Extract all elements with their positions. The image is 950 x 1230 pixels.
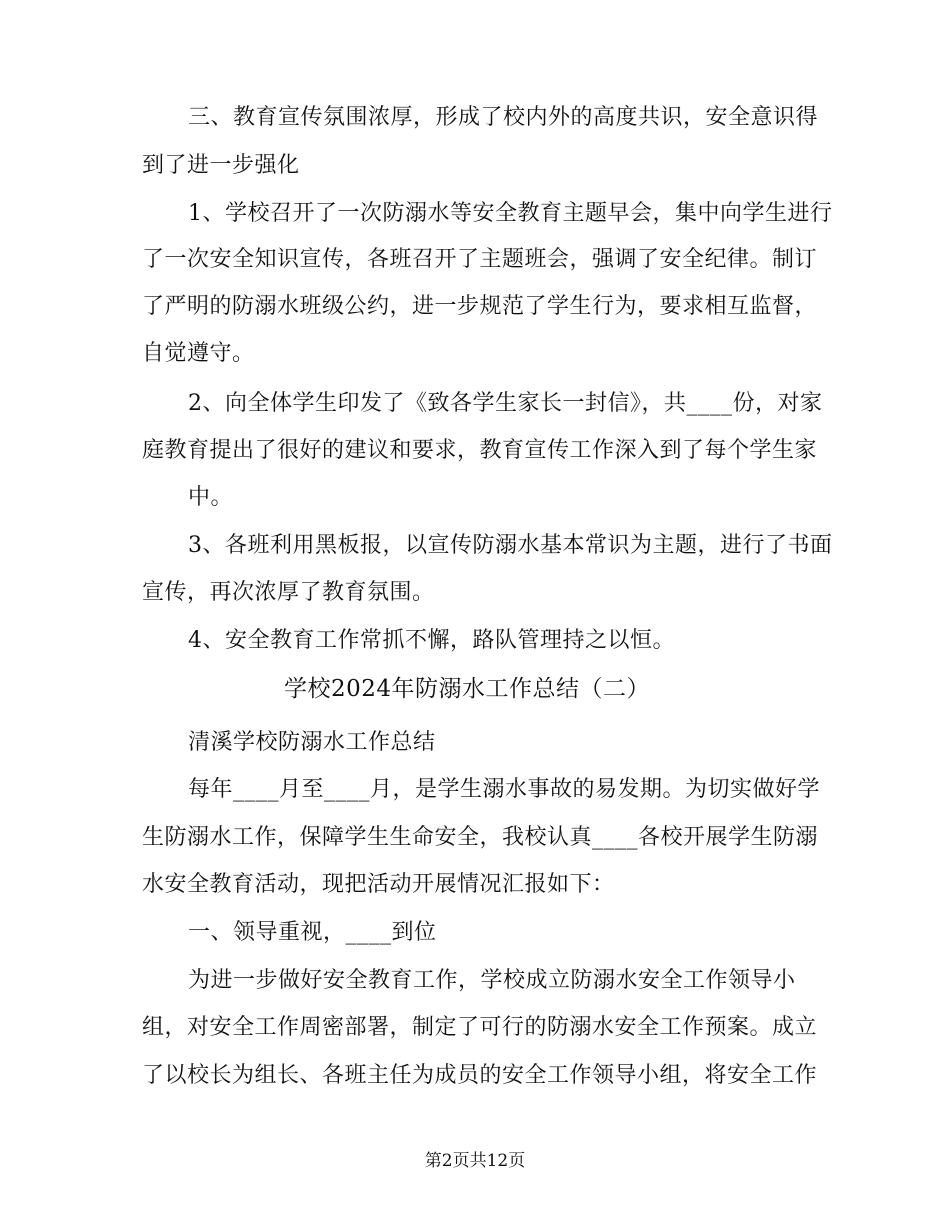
- section-heading-line-1: 三、教育宣传氛围浓厚，形成了校内外的高度共识，安全意识得: [188, 105, 819, 130]
- item1-line-4: 自觉遵守。: [142, 341, 255, 366]
- part1-line-2: 组，对安全工作周密部署，制定了可行的防溺水安全工作预案。成立: [142, 1015, 818, 1040]
- item2-line-3: 中。: [188, 485, 234, 510]
- item3-line-1: 3、各班利用黑板报，以宣传防溺水基本常识为主题，进行了书面: [188, 533, 833, 558]
- part1-heading: 一、领导重视，____到位: [188, 920, 437, 945]
- item1-line-1: 1、学校召开了一次防溺水等安全教育主题早会，集中向学生进行: [188, 201, 833, 226]
- part1-line-1: 为进一步做好安全教育工作，学校成立防溺水安全工作领导小: [188, 968, 796, 993]
- item3-line-2: 宣传，再次浓厚了教育氛围。: [142, 580, 435, 605]
- section-title: 学校2024年防溺水工作总结（二）: [284, 676, 651, 702]
- subtitle: 清溪学校防溺水工作总结: [188, 730, 436, 755]
- item2-line-2: 庭教育提出了很好的建议和要求，教育宣传工作深入到了每个学生家: [142, 438, 818, 463]
- intro-line-1: 每年____月至____月，是学生溺水事故的易发期。为切实做好学: [188, 777, 821, 802]
- item2-line-1: 2、向全体学生印发了《致各学生家长一封信》，共____份，对家: [188, 391, 823, 416]
- intro-line-2: 生防溺水工作，保障学生生命安全，我校认真____各校开展学生防溺: [142, 825, 819, 850]
- section-heading-line-2: 到了进一步强化: [142, 153, 300, 178]
- item4-line-1: 4、安全教育工作常抓不懈，路队管理持之以恒。: [188, 628, 675, 653]
- page-footer: 第2页共12页: [424, 1151, 526, 1171]
- part1-line-3: 了以校长为组长、各班主任为成员的安全工作领导小组，将安全工作: [142, 1063, 818, 1088]
- item1-line-3: 了严明的防溺水班级公约，进一步规范了学生行为，要求相互监督，: [142, 294, 818, 319]
- item1-line-2: 了一次安全知识宣传，各班召开了主题班会，强调了安全纪律。制订: [142, 247, 818, 272]
- intro-line-3: 水安全教育活动，现把活动开展情况汇报如下：: [142, 872, 615, 897]
